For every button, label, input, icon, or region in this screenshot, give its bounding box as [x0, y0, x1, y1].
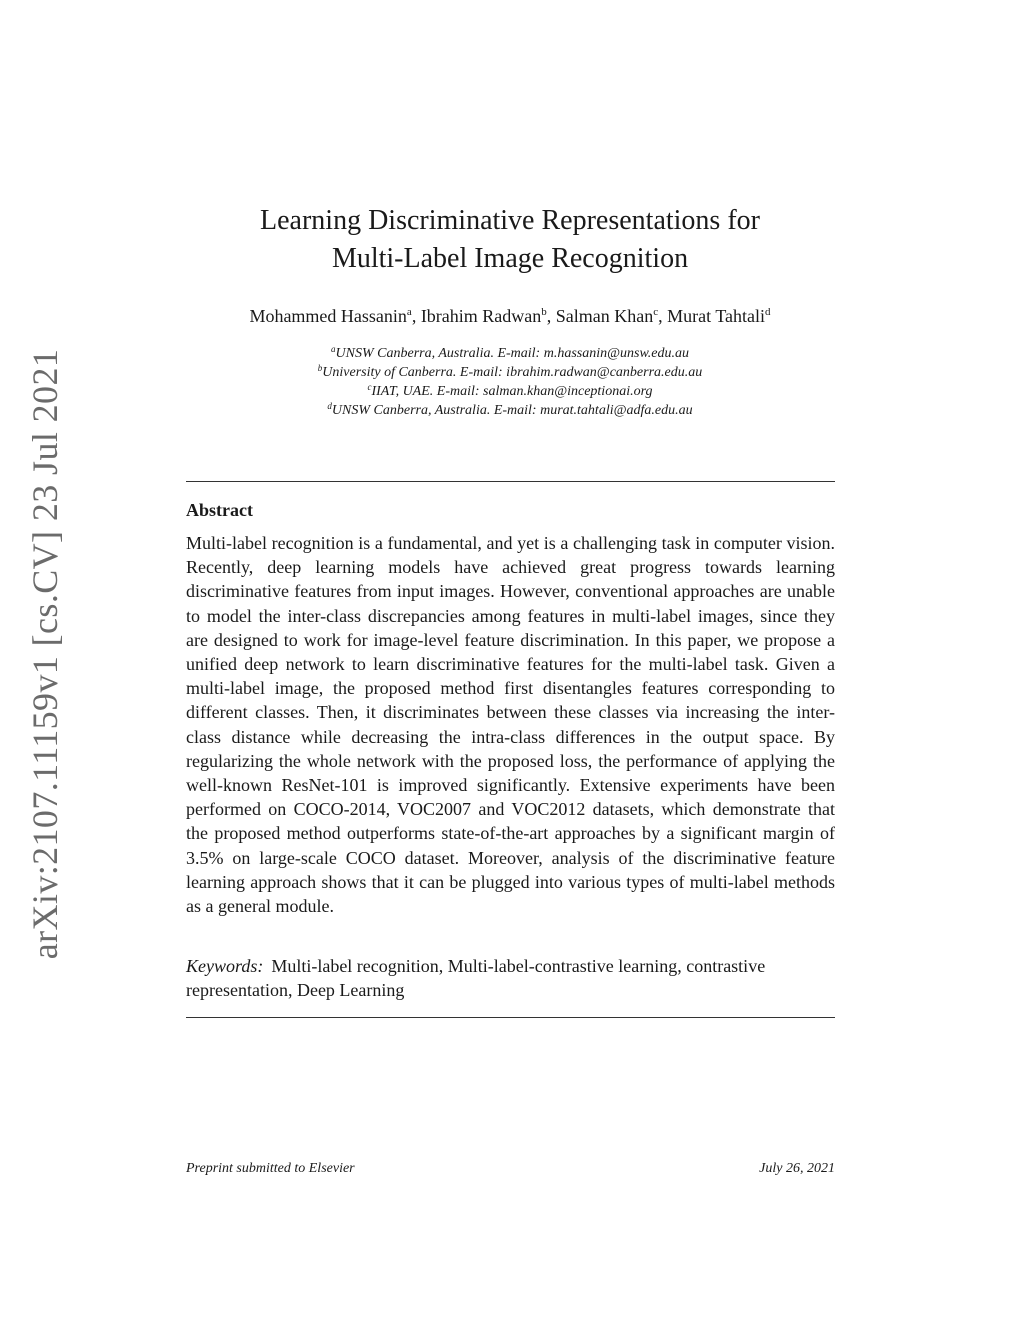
footer-preprint-note: Preprint submitted to Elsevier — [186, 1161, 355, 1176]
arxiv-identifier: arXiv:2107.11159v1 [cs.CV] 23 Jul 2021 — [25, 348, 65, 960]
author-name: Mohammed Hassanin — [249, 306, 407, 326]
affiliation-text: IIAT, UAE. E-mail: salman.khan@inceptionai.org — [371, 384, 653, 399]
affiliation-text: UNSW Canberra, Australia. E-mail: murat.tahtali@adfa.edu.au — [331, 403, 693, 418]
affiliation-list — [160, 344, 860, 420]
affiliation-item — [160, 363, 860, 382]
keywords-label: Keywords: — [186, 956, 264, 976]
affiliation-mark: a — [331, 344, 336, 354]
title-line-1: Learning Discriminative Representations for — [260, 205, 760, 236]
abstract-bottom-rule — [186, 1017, 835, 1018]
author-mark: d — [765, 306, 771, 318]
author-name: Murat Tahtali — [667, 306, 766, 326]
affiliation-item — [160, 382, 860, 401]
affiliation-mark: c — [367, 382, 372, 392]
abstract-top-rule — [186, 481, 835, 482]
author-name: Salman Khan — [555, 306, 654, 326]
abstract-body: Multi-label recognition is a fundamental, and yet is a challenging task in computer vision. Recently, deep learning models have achieved great progress towards learning discriminative features from input images. However, conventional approaches are unable to model the inter-class discrepancies among features in multi-label images, since they are designed to work for image-level feature discrimination. In this paper, we propose a unified deep network to learn discriminative features for the multi-label task. Given a multi-label image, the proposed method first disentangles features corresponding to different classes. Then, it discriminates between these classes via increasing the inter-class distance while decreasing the intra-class differences in the output space. By regularizing the whole network with the proposed loss, the performance of applying the well-known ResNet-101 is improved significantly. Extensive experiments have been performed on COCO-2014, VOC2007 and VOC2012 datasets, which demonstrate that the proposed method outperforms state-of-the-art approaches by a significant margin of 3.5% on large-scale COCO dataset. Moreover, analysis of the discriminative feature learning approach shows that it can be plugged into various types of multi-label methods as a general module. — [186, 533, 835, 917]
paper-title — [180, 202, 840, 278]
affiliation-item — [160, 344, 860, 363]
keywords-text: Multi-label recognition, Multi-label-contrastive learning, contrastive representation, Deep Learning — [186, 956, 766, 1000]
affiliation-item — [160, 401, 860, 420]
affiliation-text: UNSW Canberra, Australia. E-mail: m.hassanin@unsw.edu.au — [335, 346, 689, 361]
affiliation-mark: b — [317, 363, 323, 373]
arxiv-side-stamp — [20, 348, 70, 960]
affiliation-mark: d — [327, 401, 332, 411]
abstract-heading: Abstract — [186, 500, 253, 520]
author-list: Mohammed Hassanin$^a$, Ibrahim Radwan$^b$, Salman Khan$^c$, Murat Tahtali$^d$ — [249, 306, 771, 326]
author-mark: a — [406, 306, 412, 318]
title-line-2: Multi-Label Image Recognition — [331, 243, 689, 274]
affiliation-text: University of Canberra. E-mail: ibrahim.radwan@canberra.edu.au — [322, 365, 703, 380]
keywords — [186, 954, 835, 1002]
author-mark: b — [541, 306, 547, 318]
footer-date: July 26, 2021 — [759, 1161, 835, 1176]
author-name: Ibrahim Radwan — [420, 306, 542, 326]
author-mark: c — [653, 306, 659, 318]
